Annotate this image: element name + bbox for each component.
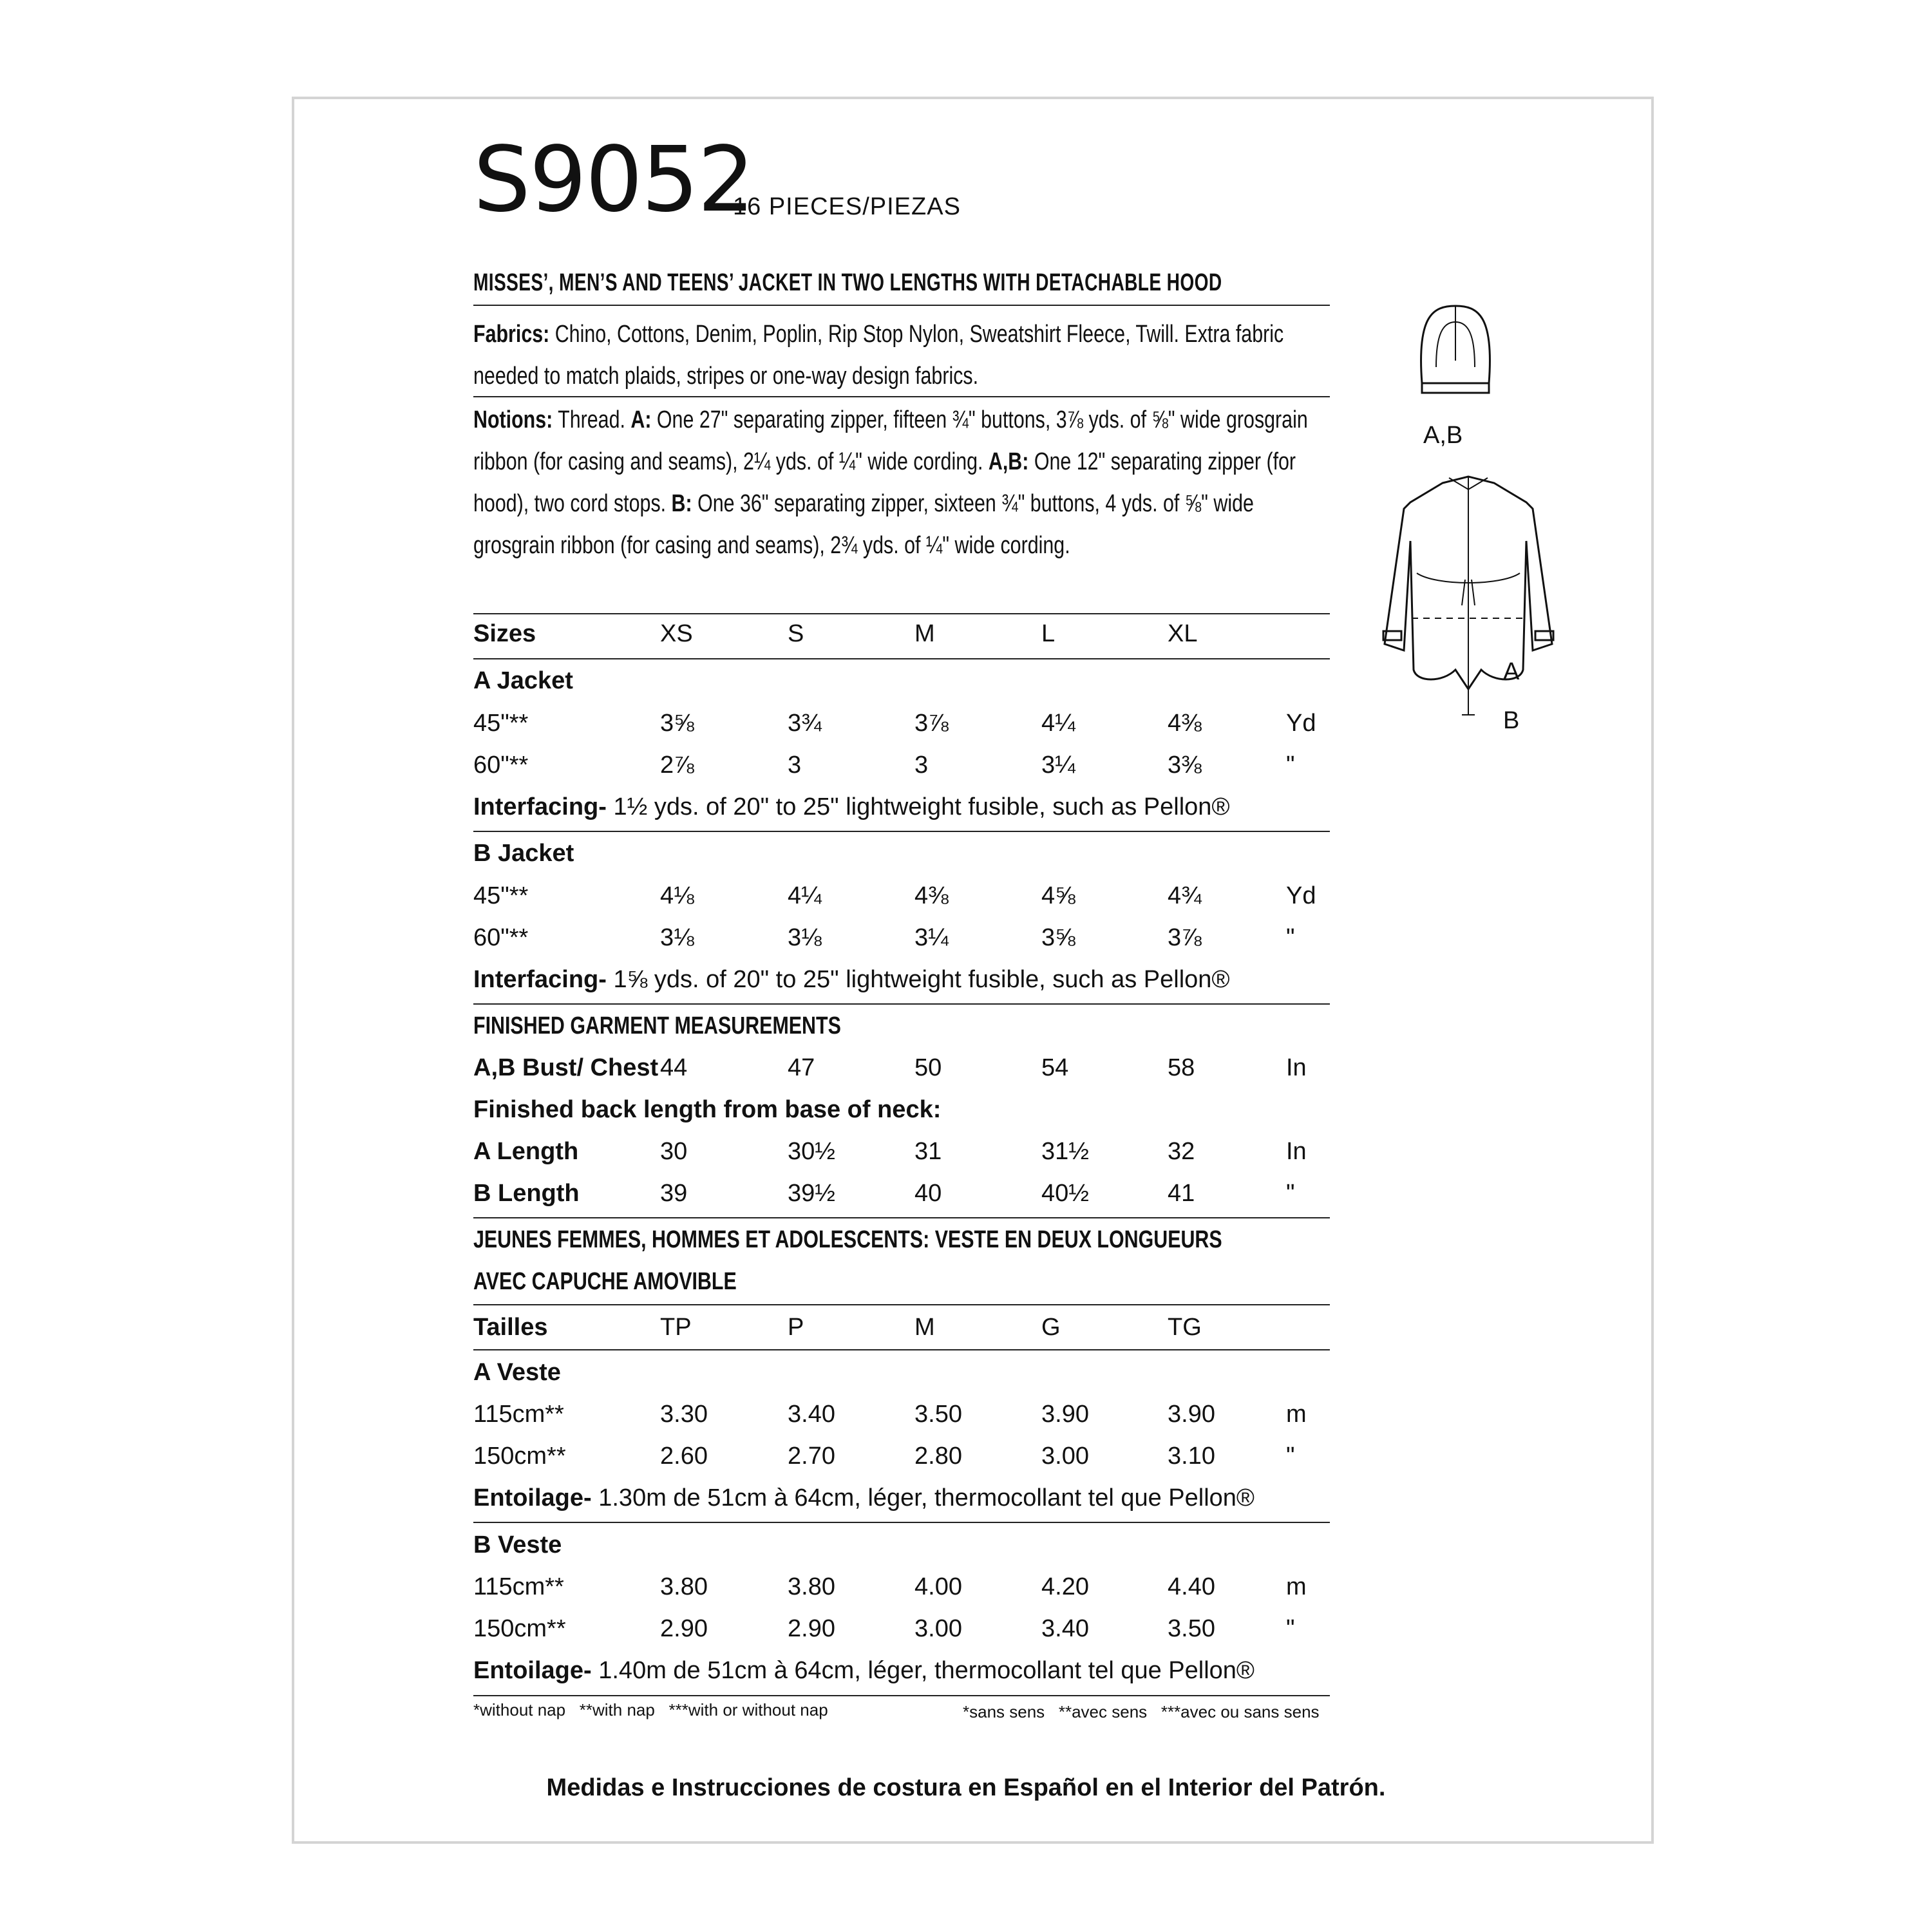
notions-a-label: A: (630, 406, 652, 433)
entoilage-line (473, 1484, 1255, 1512)
divider (473, 1349, 1330, 1350)
finished-measurements-title: FINISHED GARMENT MEASUREMENTS (473, 1012, 841, 1039)
yardage: 4⅜ (914, 882, 949, 909)
table-row (473, 752, 1330, 790)
divider (473, 396, 1330, 397)
entoilage-text: 1.40m de 51cm à 64cm, léger, thermocollant tel que Pellon® (591, 1657, 1255, 1684)
size: G (1041, 1314, 1061, 1341)
back-length-title: Finished back length from base of neck: (473, 1096, 942, 1123)
yardage: 3⅛ (660, 924, 694, 951)
view-a-label: A (1503, 658, 1520, 685)
unit: " (1286, 1443, 1295, 1470)
notions-text: Thread. (553, 406, 631, 433)
unit: m (1286, 1401, 1307, 1428)
notions-text: One 27" separating zipper, fifteen ¾" buttons, 3⅞ yds. of ⅝" wide grosgrain ribbon (for casing and seams), 2¼ yds. of ¼" wide cording. (473, 406, 1308, 475)
meterage: 2.60 (660, 1443, 708, 1470)
size: L (1041, 620, 1056, 647)
meterage: 3.40 (1041, 1615, 1089, 1642)
notions-ab-label: A,B: (988, 448, 1029, 475)
notions-text: One 36" separating zipper, sixteen ¾" buttons, 4 yds. of ⅝" wide grosgrain ribbon (for casing and seams), 2¾ yds. of ¼" wide cording. (473, 490, 1254, 559)
pattern-title: MISSES’, MEN’S AND TEENS’ JACKET IN TWO LENGTHS WITH DETACHABLE HOOD (473, 269, 1222, 296)
table-row (473, 710, 1330, 748)
divider (473, 831, 1330, 832)
b-length-label: B Length (473, 1180, 580, 1207)
entoilage-label: Entoilage- (473, 1657, 592, 1684)
divider (473, 1003, 1330, 1005)
fabrics-label: Fabrics: (473, 321, 550, 348)
meterage: 2.90 (660, 1615, 708, 1642)
meterage: 3.00 (914, 1615, 962, 1642)
bust-label: A,B Bust/ Chest (473, 1054, 659, 1081)
yardage: 4⅜ (1168, 710, 1202, 737)
notions-paragraph (473, 399, 1336, 567)
measurement: 40½ (1041, 1180, 1089, 1207)
table-row (473, 1180, 1330, 1218)
size: M (914, 620, 935, 647)
yardage: 3⅞ (914, 710, 949, 737)
meterage: 3.80 (788, 1573, 835, 1600)
measurement: 32 (1168, 1138, 1195, 1165)
meterage: 3.00 (1041, 1443, 1089, 1470)
divider (473, 613, 1330, 614)
interfacing-text: 1⅝ yds. of 20" to 25" lightweight fusible, such as Pellon® (606, 966, 1230, 993)
table-row (473, 882, 1330, 921)
yardage: 2⅞ (660, 752, 694, 779)
measurement: 41 (1168, 1180, 1195, 1207)
divider (473, 1217, 1330, 1218)
notions-label: Notions: (473, 406, 553, 433)
piece-count: 16 PIECES/PIEZAS (733, 193, 961, 220)
a-length-label: A Length (473, 1138, 579, 1165)
pattern-number: S9052 (473, 128, 754, 232)
unit: " (1286, 1615, 1295, 1642)
table-row (473, 1443, 1330, 1481)
meterage: 2.70 (788, 1443, 835, 1470)
meterage: 3.40 (788, 1401, 835, 1428)
size: S (788, 620, 804, 647)
interfacing-line (473, 966, 1229, 994)
yardage: 3⅛ (788, 924, 822, 951)
measurement: 31 (914, 1138, 942, 1165)
footnote-french: *sans sens **avec sens ***avec ou sans sens (963, 1702, 1320, 1721)
meterage: 3.50 (914, 1401, 962, 1428)
fabric-width: 115cm** (473, 1401, 564, 1428)
yardage: 4⅝ (1041, 882, 1075, 909)
meterage: 2.90 (788, 1615, 835, 1642)
french-title-line2: AVEC CAPUCHE AMOVIBLE (473, 1268, 737, 1295)
table-row (473, 1615, 1330, 1654)
meterage: 3.80 (660, 1573, 708, 1600)
measurement: 30½ (788, 1138, 835, 1165)
fabrics-paragraph (473, 314, 1336, 397)
yardage: 4¾ (1168, 882, 1202, 909)
measurement: 47 (788, 1054, 815, 1081)
b-jacket-title: B Jacket (473, 840, 574, 867)
size: M (914, 1314, 935, 1341)
yardage: 4¼ (788, 882, 822, 909)
measurement: 40 (914, 1180, 942, 1207)
spanish-instructions-note: Medidas e Instrucciones de costura en Español en el Interior del Patrón. (546, 1774, 1386, 1801)
table-row (473, 1573, 1330, 1612)
meterage: 2.80 (914, 1443, 962, 1470)
unit: Yd (1286, 882, 1316, 909)
sizes-header-row (473, 620, 1330, 659)
meterage: 3.30 (660, 1401, 708, 1428)
footnote-english: *without nap **with nap ***with or without nap (473, 1700, 828, 1719)
meterage: 3.90 (1041, 1401, 1089, 1428)
size: TP (660, 1314, 692, 1341)
a-jacket-title: A Jacket (473, 667, 573, 694)
view-b-label: B (1503, 707, 1520, 734)
garment-illustration (1340, 270, 1597, 786)
yardage: 3 (914, 752, 929, 779)
yardage: 4¼ (1041, 710, 1075, 737)
entoilage-text: 1.30m de 51cm à 64cm, léger, thermocollant tel que Pellon® (591, 1484, 1255, 1511)
entoilage-label: Entoilage- (473, 1484, 592, 1511)
tailles-header-row (473, 1314, 1330, 1352)
yardage: 4⅛ (660, 882, 694, 909)
yardage: 3¼ (914, 924, 949, 951)
notions-b-label: B: (671, 490, 692, 517)
table-row (473, 1054, 1330, 1093)
yardage: 3⅜ (1168, 752, 1202, 779)
size: XS (660, 620, 693, 647)
meterage: 3.10 (1168, 1443, 1215, 1470)
yardage: 3⅞ (1168, 924, 1202, 951)
yardage: 3 (788, 752, 802, 779)
notions-text: One 12" separating zipper (for hood), two cord stops. (473, 448, 1296, 517)
measurement: 39 (660, 1180, 688, 1207)
hood-drawing (1421, 306, 1490, 393)
sizes-label: Tailles (473, 1314, 548, 1341)
interfacing-line (473, 793, 1229, 821)
unit: " (1286, 752, 1295, 779)
fabric-width: 60"** (473, 752, 529, 779)
size: XL (1168, 620, 1198, 647)
divider (473, 1522, 1330, 1523)
yardage: 3⅝ (660, 710, 694, 737)
yardage: 3¾ (788, 710, 822, 737)
yardage: 3¼ (1041, 752, 1075, 779)
meterage: 4.40 (1168, 1573, 1215, 1600)
fabrics-text: Chino, Cottons, Denim, Poplin, Rip Stop Nylon, Sweatshirt Fleece, Twill. Extra fabric needed to match plaids, stripes or one-way design fabrics. (473, 321, 1284, 390)
measurement: 58 (1168, 1054, 1195, 1081)
meterage: 3.90 (1168, 1401, 1215, 1428)
measurement: 54 (1041, 1054, 1069, 1081)
a-veste-title: A Veste (473, 1359, 561, 1386)
measurement: 30 (660, 1138, 688, 1165)
table-row (473, 1138, 1330, 1177)
measurement: 50 (914, 1054, 942, 1081)
yardage: 3⅝ (1041, 924, 1075, 951)
size: P (788, 1314, 804, 1341)
fabric-width: 115cm** (473, 1573, 564, 1600)
unit: " (1286, 1180, 1295, 1207)
fabric-width: 150cm** (473, 1443, 566, 1470)
table-row (473, 924, 1330, 963)
hood-view-label: A,B (1423, 422, 1463, 449)
divider (473, 305, 1330, 306)
measurement: 44 (660, 1054, 688, 1081)
b-veste-title: B Veste (473, 1531, 562, 1558)
fabric-width: 45"** (473, 882, 529, 909)
meterage: 3.50 (1168, 1615, 1215, 1642)
french-title-line1: JEUNES FEMMES, HOMMES ET ADOLESCENTS: VESTE EN DEUX LONGUEURS (473, 1226, 1222, 1253)
fabric-width: 60"** (473, 924, 529, 951)
size: TG (1168, 1314, 1202, 1341)
divider (473, 1695, 1330, 1696)
measurement: 39½ (788, 1180, 835, 1207)
fabric-width: 150cm** (473, 1615, 566, 1642)
fabric-width: 45"** (473, 710, 529, 737)
unit: Yd (1286, 710, 1316, 737)
unit: " (1286, 924, 1295, 951)
meterage: 4.00 (914, 1573, 962, 1600)
measurement: 31½ (1041, 1138, 1089, 1165)
interfacing-label: Interfacing- (473, 793, 607, 820)
meterage: 4.20 (1041, 1573, 1089, 1600)
interfacing-label: Interfacing- (473, 966, 607, 993)
divider (473, 1304, 1330, 1305)
interfacing-text: 1½ yds. of 20" to 25" lightweight fusible, such as Pellon® (606, 793, 1230, 820)
divider (473, 658, 1330, 659)
unit: m (1286, 1573, 1307, 1600)
unit: In (1286, 1138, 1307, 1165)
jacket-drawing (1383, 477, 1553, 715)
table-row (473, 1401, 1330, 1439)
entoilage-line (473, 1657, 1255, 1685)
unit: In (1286, 1054, 1307, 1081)
sizes-label: Sizes (473, 620, 536, 647)
